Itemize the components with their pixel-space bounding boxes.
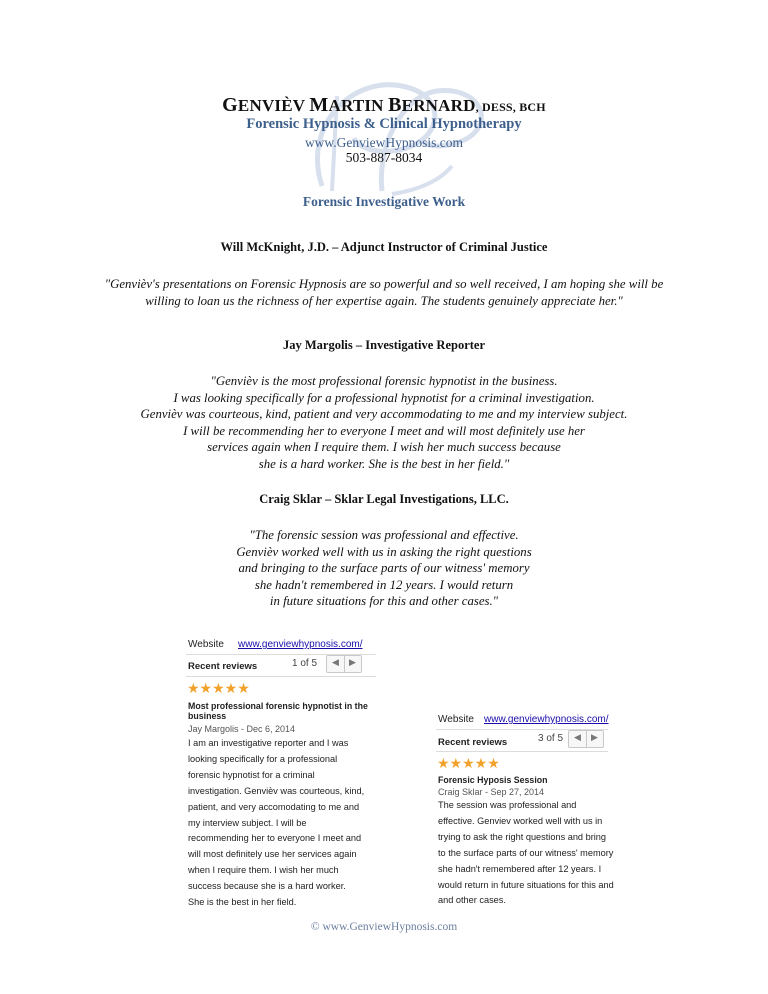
review-body: I am an investigative reporter and I was looking specifically for a professional forensic hypnotist for a criminal investigation. Genviѐv was courteous, kind, patient, and very accomodating to me and my interview subject. I will be recommending her to everyone I meet and will most definitely use her services again when I require them. I wish her much success because she is a hard worker. She is the best in her field.: [188, 738, 365, 908]
testimonial-quote: "Genviѐv's presentations on Forensic Hypnosis are so powerful and so well received, I am hoping she will be willing to loan us the richness of her expertise again. The students genuinely appreciate her.": [104, 277, 664, 308]
review-website-link[interactable]: www.genviewhypnosis.com/: [484, 714, 609, 725]
footer-copyright: © www.GenviewHypnosis.com: [310, 921, 458, 933]
phone-number: 503-887-8034: [345, 150, 423, 165]
testimonial-author: Jay Margolis – Investigative Reporter: [282, 338, 486, 352]
star-rating: ★★★★★: [437, 755, 500, 771]
section-title: Forensic Investigative Work: [302, 194, 466, 209]
review-title: Forensic Hyposis Session: [438, 775, 548, 785]
website-link[interactable]: www.GenviewHypnosis.com: [304, 135, 464, 150]
review-title: Most professional forensic hypnotist in the business: [188, 701, 368, 721]
star-rating: ★★★★★: [187, 680, 250, 696]
review-meta: Craig Sklar - Sep 27, 2014: [438, 787, 545, 797]
review-pager-nav: [326, 655, 362, 673]
review-pager: 3 of 5: [538, 733, 564, 744]
recent-reviews-label: Recent reviews: [188, 661, 258, 672]
review-pager: 1 of 5: [292, 658, 318, 669]
review-card: [186, 636, 376, 908]
divider: [186, 676, 376, 677]
chevron-right-icon[interactable]: ▶: [349, 657, 356, 667]
review-website-link[interactable]: www.genviewhypnosis.com/: [238, 639, 363, 650]
testimonial-quote: "Genviѐv is the most professional forensic hypnotist in the business. I was looking specifically for a professional hypnotist for a criminal investigation. Genviѐv was courteous, kind, patient and very accommodating to me and my interview subject. I will be recommending her to everyone I meet and will most definitely use her services again when I require them. I wish her much success because she is a hard worker. She is the best in her field.": [140, 374, 628, 471]
review-pager-nav: [568, 730, 604, 748]
website-label: Website: [438, 714, 474, 725]
website-label: Website: [188, 639, 224, 650]
practice-subtitle: Forensic Hypnosis & Clinical Hypnotherapy: [246, 116, 522, 132]
review-meta: Jay Margolis - Dec 6, 2014: [188, 724, 296, 734]
testimonial-author: Craig Sklar – Sklar Legal Investigations, LLC.: [259, 492, 509, 506]
review-card: [436, 711, 616, 906]
review-body: The session was professional and effective. Genviev worked well with us in trying to ask the right questions and bring to the surface parts of our witness' memory she hadn't remembered after 12 years. I would return in future situations for this and and other cases.: [438, 800, 614, 906]
testimonial-quote: "The forensic session was professional and effective. Genviѐv worked well with us in asking the right questions and bringing to the surface parts of our witness' memory she hadn't remembered in 12 years. I would return in future situations for this and other cases.": [236, 528, 532, 608]
recent-reviews-label: Recent reviews: [438, 737, 508, 748]
chevron-left-icon[interactable]: ◀: [332, 657, 339, 667]
divider: [436, 751, 608, 752]
credentials: , DESS, BCH: [475, 100, 546, 114]
chevron-right-icon[interactable]: ▶: [591, 732, 598, 742]
testimonial-author: Will McKnight, J.D. – Adjunct Instructor of Criminal Justice: [220, 240, 548, 254]
chevron-left-icon[interactable]: ◀: [574, 732, 581, 742]
author-name: GENVIÈV MARTIN BERNARD, DESS, BCH: [222, 94, 546, 116]
